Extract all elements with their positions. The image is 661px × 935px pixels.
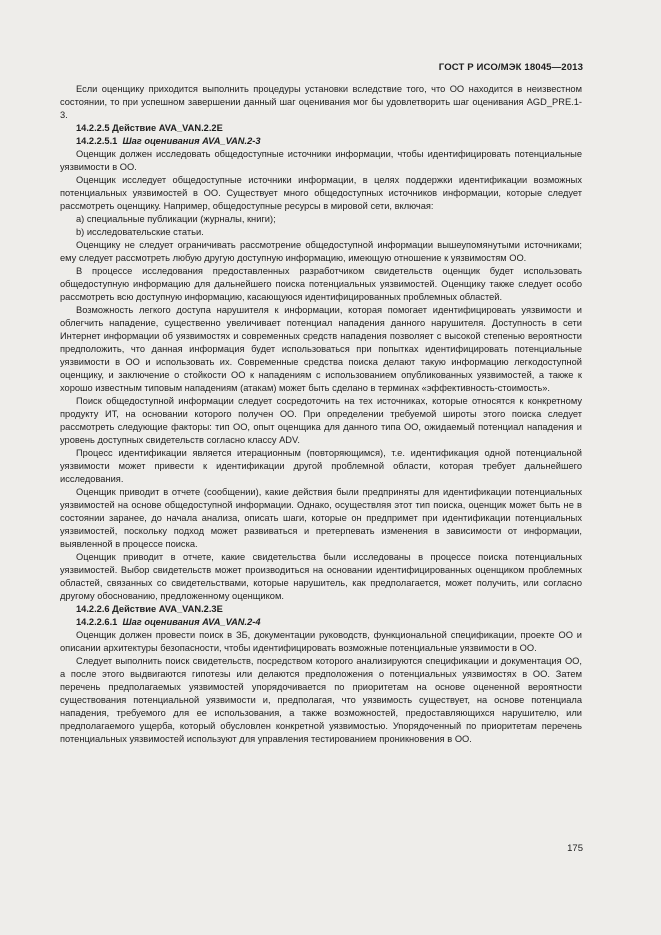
subsection-heading bbox=[60, 616, 582, 629]
subsection-heading bbox=[60, 135, 582, 148]
paragraph: В процессе исследования предоставленных разработчиком свидетельств оценщик будет использовать общедоступную информацию для дальнейшего поиска потенциальных уязвимостей. Оценщику также следует особо рассмотреть всю доступную информацию, касающуюся идентифицированных проблемных областей. bbox=[60, 266, 582, 302]
paragraph: Если оценщику приходится выполнить процедуры установки вследствие того, что ОО находится в неизвестном состоянии, то при успешном завершении данный шаг оценивания мог бы удовлетворить шаг оценивания AGD_PRE.1-3. bbox=[60, 84, 582, 120]
subsection-title: Шаг оценивания AVA_VAN.2-4 bbox=[122, 617, 261, 627]
list-item: a) специальные публикации (журналы, книги); bbox=[76, 214, 276, 224]
paragraph: Оценщик исследует общедоступные источники информации, в целях поддержки идентификации возможных потенциальных уязвимостей в ОО. Существует много общедоступных источников информации, которые следует рассмотреть оценщику. Например, общедоступные ресурсы в мировой сети, включая: bbox=[60, 175, 582, 211]
subsection-number: 14.2.2.5.1 bbox=[76, 136, 118, 146]
paragraph: Поиск общедоступной информации следует сосредоточить на тех источниках, которые относятся к конкретному продукту ИТ, на основании которого получен ОО. При определении требуемой широты этого поиска следует рассмотреть следующие факторы: тип ОО, опыт оценщика для данного типа ОО, ожидаемый потенциал нападения и уровень доступных свидетельств согласно классу ADV. bbox=[60, 396, 582, 445]
standard-header: ГОСТ Р ИСО/МЭК 18045—2013 bbox=[438, 62, 583, 73]
paragraph: Следует выполнить поиск свидетельств, посредством которого анализируются спецификации и документация ОО, а после этого выдвигаются гипотезы или делаются предположения о потенциальных уязвимостях в ОО. Затем перечень предполагаемых уязвимостей упорядочивается по приоритетам на основе оцененной вероятности существования потенциальной уязвимости и, предполагая, что уязвимость существует, на основе потенциала нападения, требуемого для ее использования, а также возможностей, предоставляющихся нарушителю, или предполагаемого ущерба, который обусловлен конкретной уязвимостью. Упорядоченный по приоритетам перечень потенциальных уязвимостей используют для управления тестированием проникновения в ОО. bbox=[60, 656, 582, 744]
page-body bbox=[60, 83, 582, 746]
list-item: b) исследовательские статьи. bbox=[76, 227, 204, 237]
paragraph: Оценщик должен провести поиск в ЗБ, документации руководств, функциональной спецификации, проекте ОО и описании архитектуры безопасности, чтобы идентифицировать возможные потенциальные уязвимости в ОО. bbox=[60, 630, 582, 653]
page-number: 175 bbox=[567, 843, 583, 854]
subsection-number: 14.2.2.6.1 bbox=[76, 617, 118, 627]
paragraph: Оценщик приводит в отчете (сообщении), какие действия были предприняты для идентификации потенциальных уязвимостей на основе общедоступной информации. Однако, осуществляя этот тип поиска, оценщик может быть не в состоянии заранее, до начала анализа, описать шаги, которые он предпримет при идентификации потенциальных уязвимостей, поскольку подход может развиваться и претерпевать изменения в зависимости от информации, выявленной в процессе поиска. bbox=[60, 487, 582, 549]
section-heading: 14.2.2.5 Действие AVA_VAN.2.2E bbox=[76, 123, 223, 133]
section-heading: 14.2.2.6 Действие AVA_VAN.2.3E bbox=[76, 604, 223, 614]
paragraph: Оценщик должен исследовать общедоступные источники информации, чтобы идентифицировать потенциальные уязвимости в ОО. bbox=[60, 149, 582, 172]
subsection-title: Шаг оценивания AVA_VAN.2-3 bbox=[122, 136, 261, 146]
paragraph: Оценщику не следует ограничивать рассмотрение общедоступной информации вышеупомянутыми источниками; ему следует рассмотреть любую другую доступную информацию, имеющую отношение к уязвимостям ОО. bbox=[60, 240, 582, 263]
paragraph: Возможность легкого доступа нарушителя к информации, которая помогает идентифицировать уязвимости и облегчить нападение, существенно увеличивает потенциал нападения данного нарушителя. Доступность в сети Интернет информации об уязвимостях и современных средств нападения позволяет с высокой степенью вероятности предположить, что данная информация будет использоваться при попытках идентифицировать потенциальные уязвимости в ОО и использовать их. Современные средства поиска делают такую информацию легкодоступной оценщику, и заключение о стойкости ОО к нападениям с использованием опубликованных уязвимостей, а также к хорошо известным типовым нападениям (атакам) может быть сделано в терминах «эффективность-стоимость». bbox=[60, 305, 582, 393]
paragraph: Процесс идентификации является итерационным (повторяющимся), т.е. идентификация одной потенциальной уязвимости может привести к идентификации другой проблемной области, которая требует дальнейшего исследования. bbox=[60, 448, 582, 484]
paragraph: Оценщик приводит в отчете, какие свидетельства были исследованы в процессе поиска потенциальных уязвимостей. Выбор свидетельств может производиться на основании идентифицированных оценщиком проблемных областей, связанных со свидетельствами, которые нарушитель, как предполагается, может получить, или согласно другому обоснованию, предложенному оценщиком. bbox=[60, 552, 582, 601]
